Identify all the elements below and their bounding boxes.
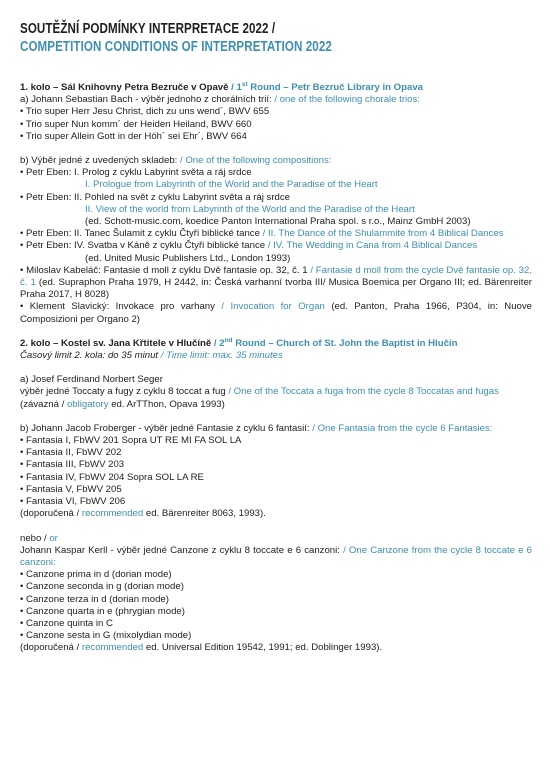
- list-item: • Canzone sesta in G (mixolydian mode): [20, 630, 192, 642]
- round1-heading: [20, 82, 532, 94]
- round1-heading-cz: 1. kolo – Sál Knihovny Petra Bezruče v Opavě: [20, 82, 229, 93]
- list-item: • Canzone quinta in C: [20, 617, 113, 629]
- edition-note: (ed. Schott-music.com, koedice Panton International Praha spol. s r.o., Mainz GmbH 2003): [85, 216, 471, 228]
- list-item: • Trio super Nun komm´ der Heiden Heiland, BWV 660: [20, 118, 252, 130]
- edition-note: (závazná / obligatory ed. ArTThon, Opava 1993): [20, 398, 225, 410]
- round2-heading-cz: 2. kolo – Kostel sv. Jana Křtitele v Hlučíně: [20, 337, 212, 349]
- round2-c-intro: Johann Kaspar Kerll - výběr jedné Canzone z cyklu 8 toccate e 6 canzoni: / One Canzone from the cycle 8 toccate e 6 canzoni:: [20, 544, 533, 568]
- list-item: • Trio super Allein Gott in der Höh´ sei Ehr´, BWV 664: [20, 130, 247, 142]
- edition-note: (doporučená / recommended ed. Bärenreiter 8063, 1993).: [20, 508, 266, 520]
- list-item: • Fantasia VI, FbWV 206: [20, 496, 126, 508]
- list-item: • Canzone seconda in g (dorian mode): [20, 581, 184, 593]
- list-item: • Petr Eben: II. Tanec Šulamit z cyklu Čtyři biblické tance / II. The Dance of the Shulammite from 4 Biblical Dances: [20, 228, 504, 240]
- list-item: • Miloslav Kabeláč: Fantasie d moll z cyklu Dvě fantasie op. 32, č. 1 / Fantasie d moll from the cycle Dvě fantasie op. 32, č. 1 (ed. Supraphon Praha 1979, H 2442, in: Česká varhanní tvorba III/ Musica Boemica per Organo III; ed. Bärenreiter Praha 2017, H 8028): [20, 264, 532, 301]
- list-item: • Petr Eben: IV. Svatba v Káně z cyklu Čtyři biblické tance / IV. The Wedding in Cana from 4 Biblical Dances: [20, 240, 478, 252]
- round2-b-intro: b) Johann Jacob Froberger - výběr jedné Fantasie z cyklu 6 fantasií: / One Fantasia from the cycle 6 Fantasies:: [20, 422, 493, 434]
- list-item-translation: I. Prologue from Labyrinth of the World and the Paradise of the Heart: [85, 179, 378, 191]
- title-english: COMPETITION CONDITIONS OF INTERPRETATION 2022: [20, 39, 332, 55]
- list-item: • Trio super Herr Jesu Christ, dich zu uns wend´, BWV 655: [20, 106, 270, 118]
- list-item: • Klement Slavický: Invokace pro varhany / Invocation for Organ (ed. Panton, Praha 1966, P304, in: Nuove Composizioni per Organo 2): [20, 301, 533, 325]
- list-item: • Fantasia I, FbWV 201 Sopra UT RE MI FA SOL LA: [20, 435, 242, 447]
- list-item: • Fantasia V, FbWV 205: [20, 483, 122, 495]
- list-item-translation: II. View of the world from Labyrinth of the World and the Paradise of the Heart: [85, 203, 415, 215]
- list-item: • Fantasia III, FbWV 203: [20, 459, 125, 471]
- round1-b-intro-en: One of the following compositions:: [185, 155, 332, 167]
- list-item: • Canzone prima in d (dorian mode): [20, 569, 172, 581]
- round2-heading: [20, 338, 532, 350]
- round2-time-limit: Časový limit 2. kola: do 35 minut / Time limit: max. 35 minutes: [20, 350, 283, 362]
- edition-note: (doporučená / recommended ed. Universal Edition 19542, 1991; ed. Doblinger 1993).: [20, 642, 383, 654]
- list-item: • Canzone terza in d (dorian mode): [20, 593, 169, 605]
- round1-a-intro-en: one of the following chorale trios:: [279, 94, 420, 106]
- round2-a-composer: a) Josef Ferdinand Norbert Seger: [20, 374, 163, 386]
- list-item: • Fantasia II, FbWV 202: [20, 447, 122, 459]
- list-item: • Petr Eben: I. Prolog z cyklu Labyrint světa a ráj srdce: [20, 167, 252, 179]
- edition-note: (ed. United Music Publishers Ltd., London 1993): [85, 252, 291, 264]
- title-czech: SOUTĚŽNÍ PODMÍNKY INTERPRETACE 2022 /: [20, 21, 276, 37]
- round1-a-intro: a) Johann Sebastian Bach - výběr jednoho z chorálních trií: / one of the following chorale trios:: [20, 94, 420, 106]
- list-item: • Petr Eben: II. Pohled na svět z cyklu Labyrint světa a ráj srdce: [20, 191, 290, 203]
- list-item: • Canzone quarta in e (phrygian mode): [20, 605, 185, 617]
- round2-a-choice: výběr jedné Toccaty a fugy z cyklu 8 toccat a fug / One of the Toccata a fuga from the cycle 8 Toccatas and fugas: [20, 386, 499, 398]
- round2-heading-en: 2nd Round – Church of St. John the Baptist in Hlučín: [219, 336, 458, 349]
- round2-heading-slash: /: [211, 337, 220, 349]
- round1-heading-en: 1st Round – Petr Bezruč Library in Opava: [236, 81, 424, 93]
- or-separator: nebo / or: [20, 532, 58, 544]
- round1-b-intro: b) Výběr jedné z uvedených skladeb: / One of the following compositions:: [20, 155, 332, 167]
- round1-heading-slash: /: [228, 82, 237, 93]
- list-item: • Fantasia IV, FbWV 204 Sopra SOL LA RE: [20, 471, 204, 483]
- document-page: [20, 20, 532, 655]
